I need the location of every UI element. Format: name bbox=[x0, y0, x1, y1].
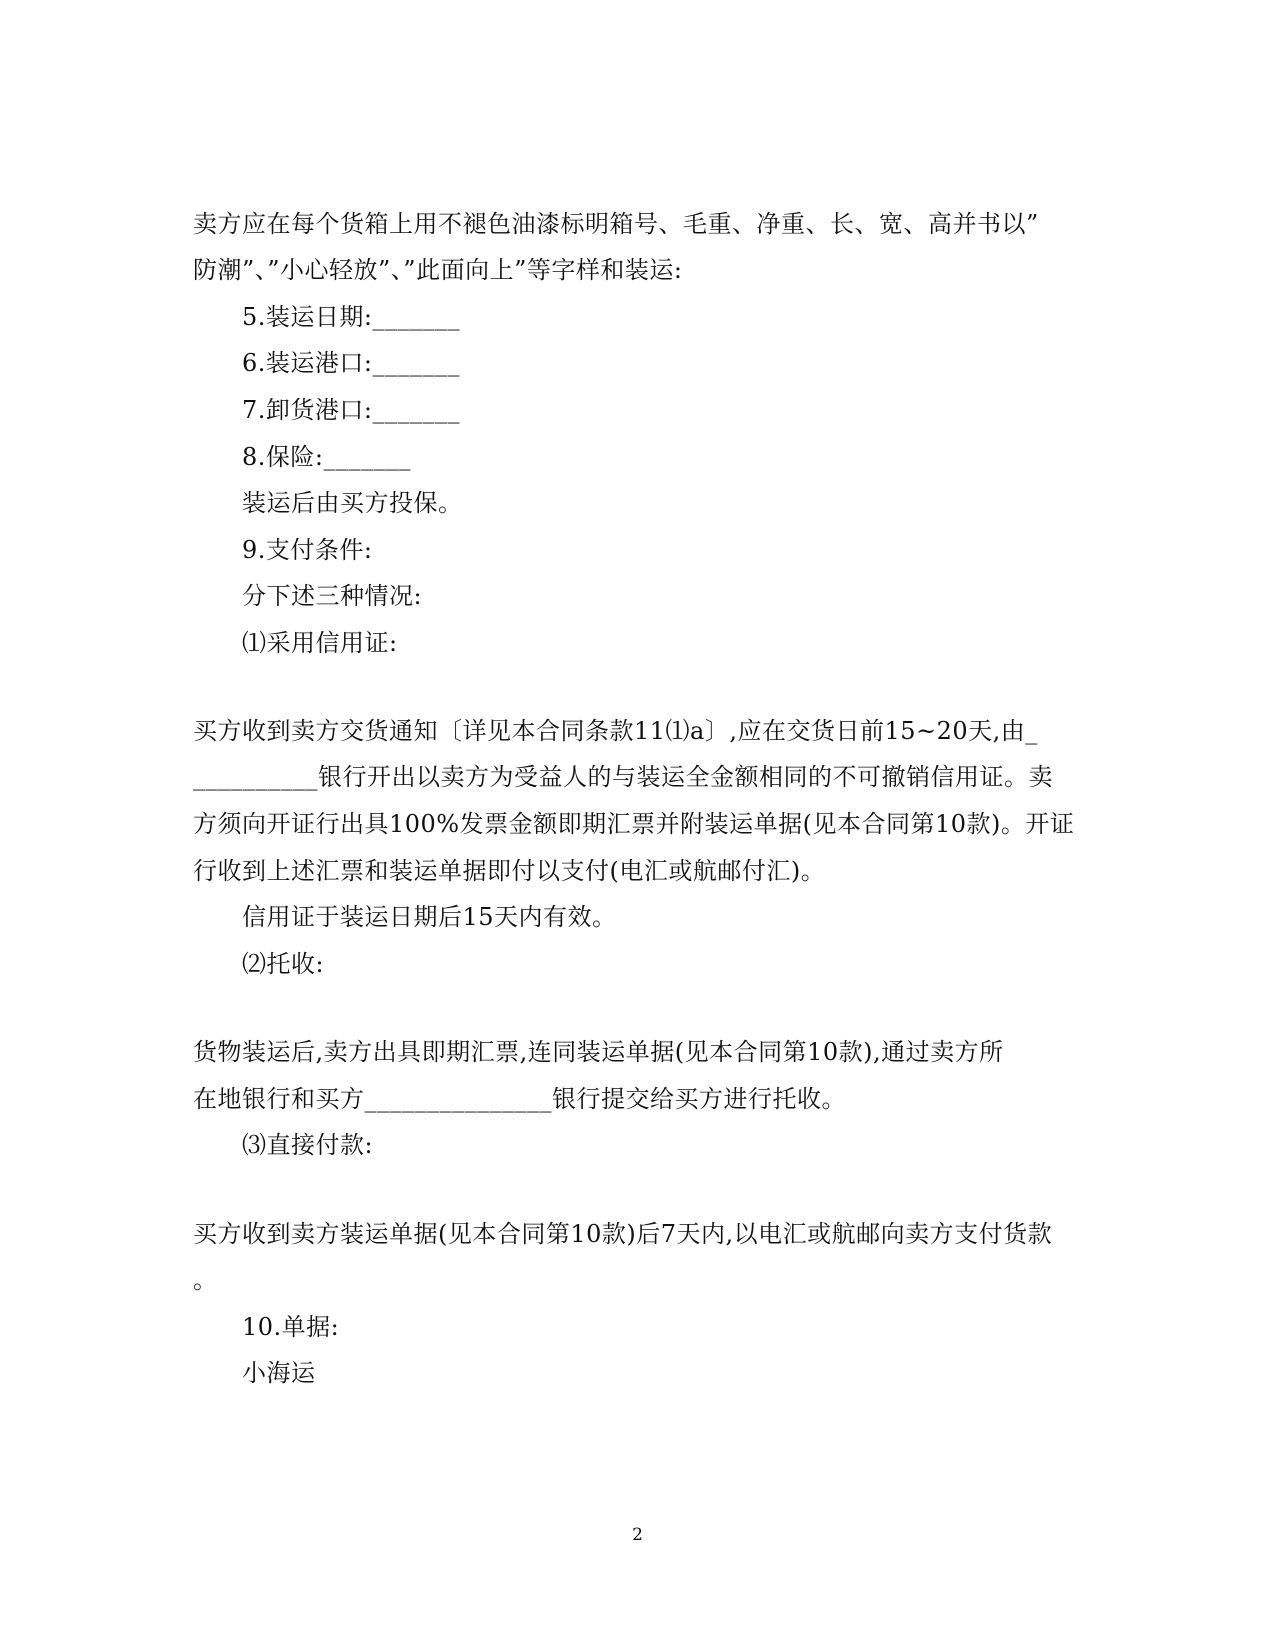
documents-sea-freight: 小海运 bbox=[242, 1359, 316, 1387]
clause-payment-terms: 9.支付条件: bbox=[242, 536, 373, 564]
clause-shipping-date: 5.装运日期:_______ bbox=[242, 303, 460, 331]
paragraph-line-18: 在地银行和买方_______________银行提交给买方进行托收。 bbox=[193, 1085, 846, 1113]
paragraph-line-13: 方须向开证行出具100%发票金额即期汇票并附装运单据(见本合同第10款)。开证 bbox=[193, 810, 1075, 838]
insurance-note: 装运后由买方投保。 bbox=[242, 489, 463, 517]
payment-cases-intro: 分下述三种情况: bbox=[242, 582, 423, 610]
paragraph-line-20: 买方收到卖方装运单据(见本合同第10款)后7天内,以电汇或航邮向卖方支付货款 bbox=[193, 1220, 1053, 1248]
credit-validity-note: 信用证于装运日期后15天内有效。 bbox=[242, 903, 617, 931]
case-letter-of-credit: ⑴采用信用证: bbox=[242, 629, 398, 657]
paragraph-line-11: 买方收到卖方交货通知〔详见本合同条款11⑴a〕,应在交货日前15~20天,由_ bbox=[193, 717, 1038, 745]
clause-discharge-port: 7.卸货港口:_______ bbox=[242, 396, 460, 424]
paragraph-line-1: 卖方应在每个货箱上用不褪色油漆标明箱号、毛重、净重、长、宽、高并书以” bbox=[193, 210, 1039, 238]
paragraph-line-21: 。 bbox=[193, 1266, 218, 1294]
paragraph-line-2: 防潮”、”小心轻放”、”此面向上”等字样和装运: bbox=[193, 256, 683, 284]
case-collection: ⑵托收: bbox=[242, 950, 325, 978]
paragraph-line-14: 行收到上述汇票和装运单据即付以支付(电汇或航邮付汇)。 bbox=[193, 857, 826, 885]
paragraph-line-17: 货物装运后,卖方出具即期汇票,连同装运单据(见本合同第10款),通过卖方所 bbox=[193, 1038, 1004, 1066]
clause-documents: 10.单据: bbox=[242, 1313, 340, 1341]
paragraph-line-12: __________银行开出以卖方为受益人的与装运全金额相同的不可撤销信用证。卖 bbox=[193, 763, 1053, 791]
clause-loading-port: 6.装运港口:_______ bbox=[242, 349, 460, 377]
page-number: 2 bbox=[632, 1525, 643, 1545]
clause-insurance: 8.保险:_______ bbox=[242, 443, 411, 471]
case-direct-payment: ⑶直接付款: bbox=[242, 1131, 374, 1159]
